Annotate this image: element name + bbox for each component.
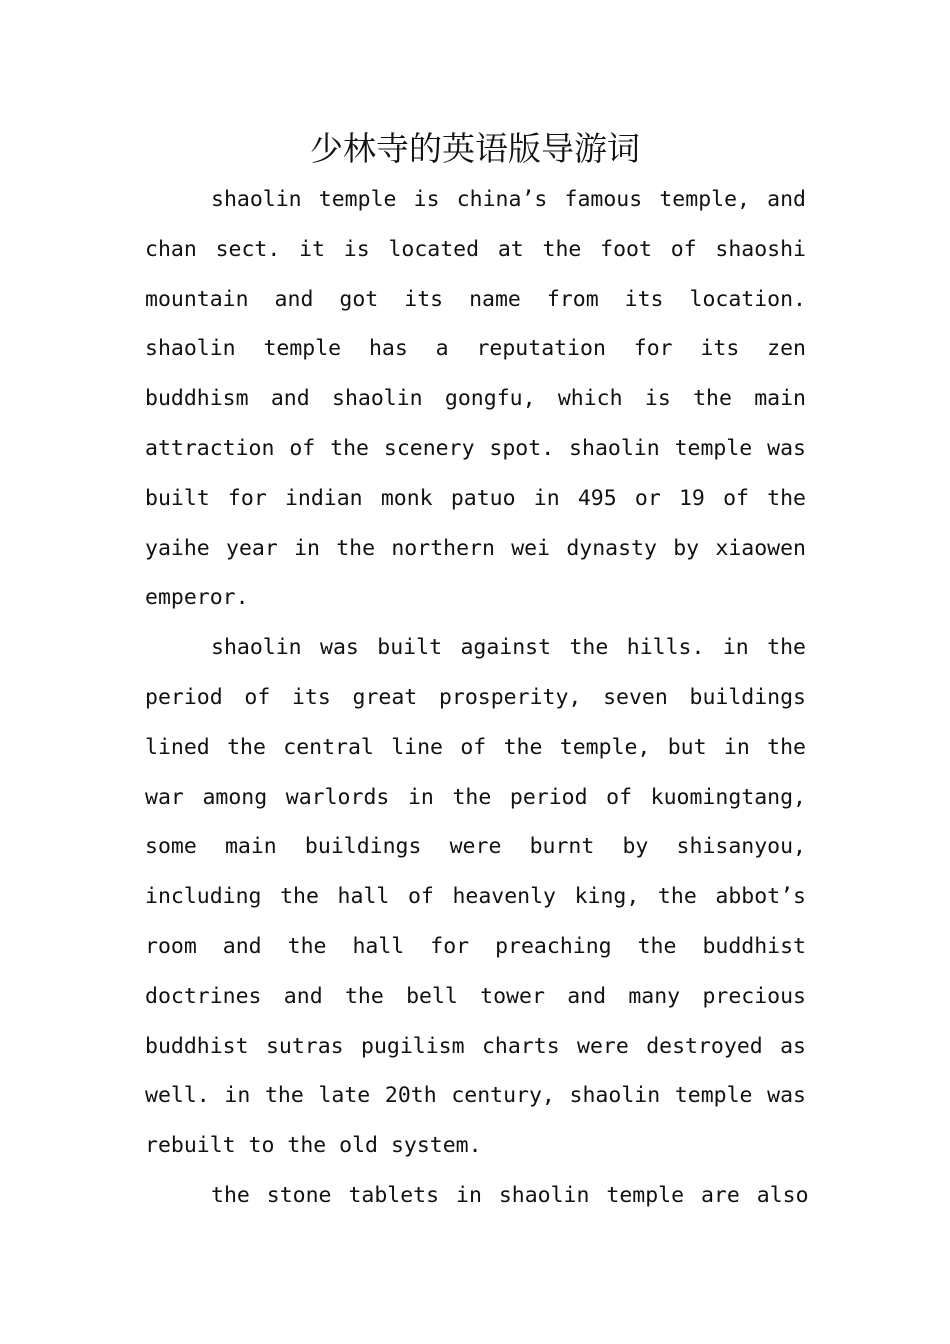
paragraph-2: shaolin was built against the hills. in the period of its great prosperity, seven buildings lined the central line of the temple, but in the war among warlords in the period of kuomingtang, some main buildings were burnt by shisanyou, including the hall of heavenly king, the abbot’s room and the hall for preaching the buddhist doctrines and the bell tower and many precious buddhist sutras pugilism charts were destroyed as well. in the late 20th century, shaolin temple was rebuilt to the old system.	[145, 635, 806, 1159]
paragraph-1: shaolin temple is china’s famous temple, and chan sect. it is located at the foot of shaoshi mountain and got its name from its location. shaolin temple has a reputation for its zen buddhism and shaolin gongfu, which is the main attraction of the scenery spot. shaolin temple was built for indian monk patuo in 495 or 19 of the yaihe year in the northern wei dynasty by xiaowen emperor.	[145, 187, 806, 611]
document-body	[145, 175, 809, 1221]
document-title: 少林寺的英语版导游词	[310, 129, 640, 168]
paragraph-3: the stone tablets in shaolin temple are also	[211, 1182, 809, 1208]
